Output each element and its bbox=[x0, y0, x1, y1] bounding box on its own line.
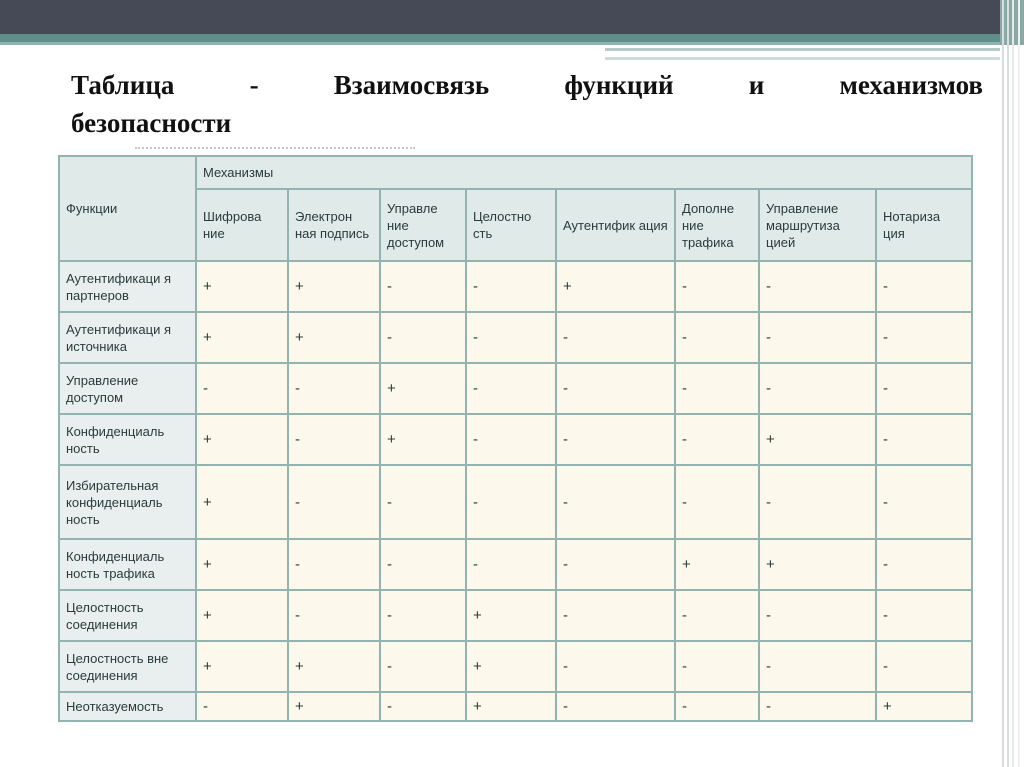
cell-value: + bbox=[288, 261, 380, 312]
cell-value: - bbox=[675, 363, 759, 414]
cell-value: - bbox=[759, 590, 876, 641]
title-word: функций bbox=[564, 70, 674, 100]
cell-value: + bbox=[196, 261, 288, 312]
cell-value: - bbox=[759, 465, 876, 539]
cell-value: + bbox=[675, 539, 759, 590]
side-stripe bbox=[1002, 0, 1004, 767]
table-row bbox=[59, 692, 972, 721]
side-stripe bbox=[1018, 0, 1020, 767]
cell-value: - bbox=[288, 414, 380, 465]
cell-value: - bbox=[466, 261, 556, 312]
cell-value: - bbox=[759, 363, 876, 414]
column-header: Нотариза ция bbox=[876, 189, 972, 261]
cell-value: - bbox=[876, 363, 972, 414]
table-row bbox=[59, 590, 972, 641]
cell-value: + bbox=[466, 590, 556, 641]
table-row bbox=[59, 414, 972, 465]
faint-artifact bbox=[135, 147, 415, 155]
cell-value: - bbox=[288, 539, 380, 590]
cell-value: + bbox=[466, 692, 556, 721]
cell-value: + bbox=[288, 312, 380, 363]
row-label: Целостность соединения bbox=[59, 590, 196, 641]
cell-value: - bbox=[675, 641, 759, 692]
row-label: Аутентификаци я партнеров bbox=[59, 261, 196, 312]
cell-value: - bbox=[759, 312, 876, 363]
cell-value: - bbox=[876, 539, 972, 590]
cell-value: - bbox=[556, 414, 675, 465]
side-stripe bbox=[1012, 0, 1014, 767]
table-row bbox=[59, 312, 972, 363]
cell-value: - bbox=[288, 465, 380, 539]
cell-value: - bbox=[675, 692, 759, 721]
column-header: Шифрова ние bbox=[196, 189, 288, 261]
header-rule-lower bbox=[605, 57, 1000, 60]
cell-value: + bbox=[196, 641, 288, 692]
cell-value: - bbox=[556, 641, 675, 692]
cell-value: - bbox=[380, 539, 466, 590]
side-stripe bbox=[1007, 0, 1009, 767]
cell-value: - bbox=[556, 590, 675, 641]
cell-value: - bbox=[196, 692, 288, 721]
cell-value: + bbox=[196, 465, 288, 539]
cell-value: + bbox=[380, 363, 466, 414]
cell-value: - bbox=[759, 641, 876, 692]
cell-value: - bbox=[556, 465, 675, 539]
cell-value: - bbox=[380, 590, 466, 641]
title-word: механизмов bbox=[839, 70, 983, 100]
functions-header: Функции bbox=[59, 156, 196, 261]
cell-value: - bbox=[288, 590, 380, 641]
row-label: Конфиденциаль ность bbox=[59, 414, 196, 465]
column-header: Дополне ние трафика bbox=[675, 189, 759, 261]
mechanisms-header: Механизмы bbox=[196, 156, 972, 189]
cell-value: + bbox=[556, 261, 675, 312]
header-accent-stripe bbox=[0, 34, 1000, 42]
cell-value: + bbox=[288, 692, 380, 721]
row-label: Аутентификаци я источника bbox=[59, 312, 196, 363]
row-label: Избирательная конфиденциаль ность bbox=[59, 465, 196, 539]
cell-value: + bbox=[196, 414, 288, 465]
cell-value: - bbox=[380, 641, 466, 692]
cell-value: - bbox=[876, 414, 972, 465]
cell-value: - bbox=[380, 465, 466, 539]
cell-value: + bbox=[876, 692, 972, 721]
cell-value: - bbox=[380, 692, 466, 721]
cell-value: - bbox=[466, 539, 556, 590]
table-row bbox=[59, 363, 972, 414]
cell-value: - bbox=[876, 641, 972, 692]
cell-value: - bbox=[466, 465, 556, 539]
row-label: Целостность вне соединения bbox=[59, 641, 196, 692]
cell-value: - bbox=[675, 465, 759, 539]
table-row bbox=[59, 465, 972, 539]
cell-value: - bbox=[466, 363, 556, 414]
column-header: Управле ние доступом bbox=[380, 189, 466, 261]
header-band bbox=[0, 0, 1024, 34]
cell-value: - bbox=[556, 363, 675, 414]
cell-value: - bbox=[556, 312, 675, 363]
row-label: Неотказуемость bbox=[59, 692, 196, 721]
title-word: и bbox=[748, 70, 765, 100]
cell-value: - bbox=[876, 312, 972, 363]
cell-value: - bbox=[556, 692, 675, 721]
cell-value: + bbox=[196, 590, 288, 641]
cell-value: - bbox=[196, 363, 288, 414]
row-label: Управление доступом bbox=[59, 363, 196, 414]
table-row bbox=[59, 261, 972, 312]
functions-mechanisms-table bbox=[58, 155, 973, 722]
cell-value: - bbox=[759, 692, 876, 721]
header-rule-upper bbox=[605, 48, 1000, 51]
cell-value: - bbox=[675, 261, 759, 312]
table-row bbox=[59, 539, 972, 590]
cell-value: + bbox=[196, 312, 288, 363]
table-row bbox=[59, 641, 972, 692]
cell-value: + bbox=[759, 539, 876, 590]
cell-value: - bbox=[288, 363, 380, 414]
cell-value: - bbox=[759, 261, 876, 312]
cell-value: - bbox=[380, 312, 466, 363]
title-word: Таблица bbox=[71, 70, 175, 100]
cell-value: - bbox=[876, 590, 972, 641]
cell-value: + bbox=[288, 641, 380, 692]
cell-value: - bbox=[466, 312, 556, 363]
cell-value: + bbox=[466, 641, 556, 692]
slide-title-line2: безопасности bbox=[71, 108, 232, 138]
title-word: Взаимосвязь bbox=[333, 70, 490, 100]
cell-value: - bbox=[876, 261, 972, 312]
cell-value: - bbox=[675, 312, 759, 363]
cell-value: - bbox=[466, 414, 556, 465]
cell-value: + bbox=[759, 414, 876, 465]
cell-value: - bbox=[380, 261, 466, 312]
cell-value: + bbox=[196, 539, 288, 590]
cell-value: - bbox=[675, 414, 759, 465]
column-header: Аутентифик ация bbox=[556, 189, 675, 261]
column-header: Целостно сть bbox=[466, 189, 556, 261]
slide-title-line1 bbox=[71, 66, 983, 104]
column-header: Управление маршрутиза цией bbox=[759, 189, 876, 261]
header-accent-line bbox=[0, 42, 1000, 45]
title-word: - bbox=[249, 70, 259, 100]
column-header: Электрон ная подпись bbox=[288, 189, 380, 261]
row-label: Конфиденциаль ность трафика bbox=[59, 539, 196, 590]
cell-value: - bbox=[876, 465, 972, 539]
cell-value: - bbox=[556, 539, 675, 590]
cell-value: + bbox=[380, 414, 466, 465]
cell-value: - bbox=[675, 590, 759, 641]
